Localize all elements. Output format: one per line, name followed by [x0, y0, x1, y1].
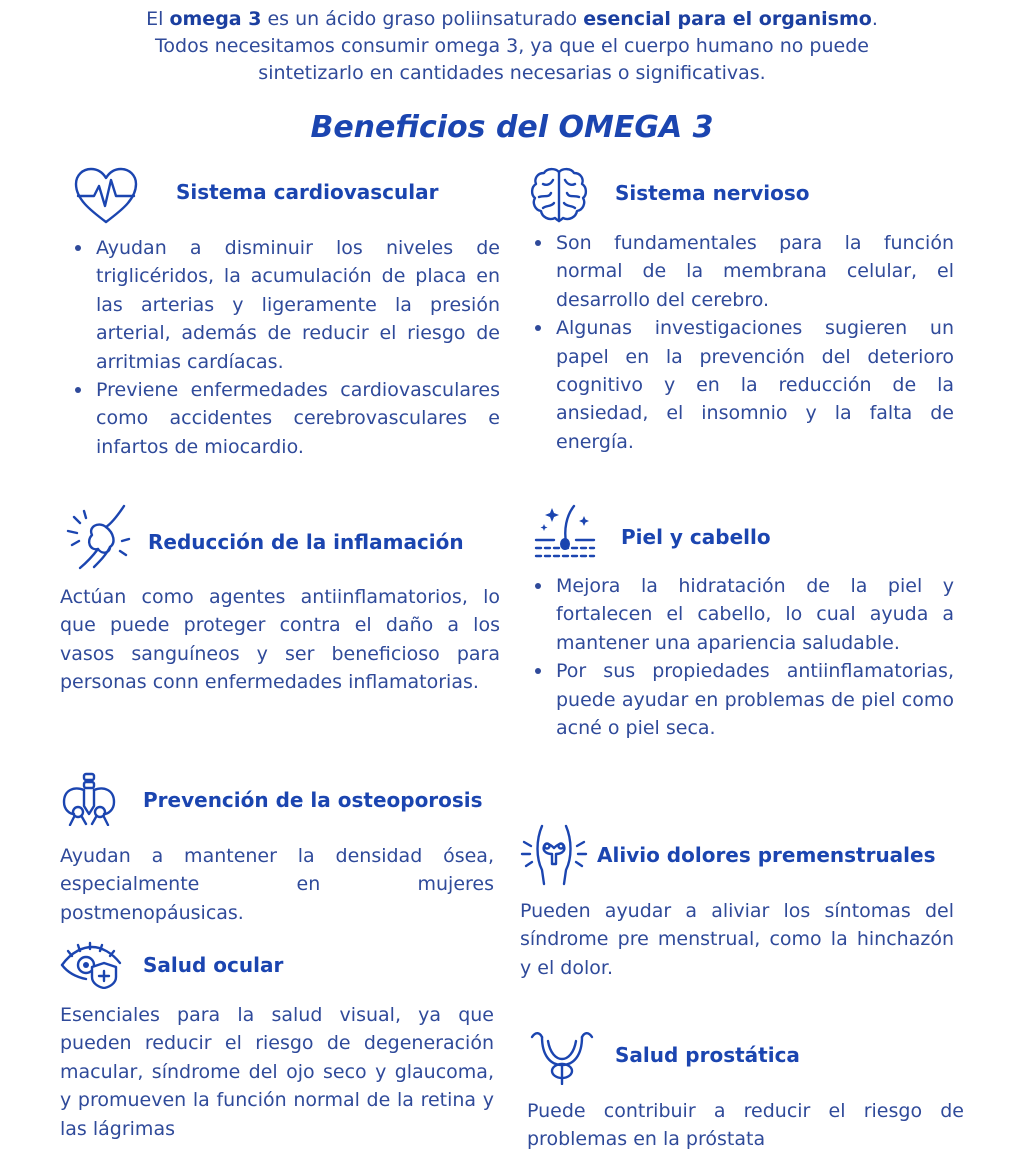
page-title: Beneficios del OMEGA 3	[310, 110, 714, 145]
inflamed-joint-icon	[64, 503, 132, 571]
eye-shield-icon	[60, 941, 122, 989]
heart-rate-icon	[72, 166, 140, 226]
list-item: Algunas investigaciones sugieren un papel en la prevención del deterioro cognitivo y en la reducción de la ansiedad, el insomnio y la falta de energía.	[520, 314, 954, 456]
piel-cabello-title: Piel y cabello	[621, 525, 771, 549]
uterus-pain-icon	[520, 824, 588, 886]
salud-ocular-text: Esenciales para la salud visual, ya que pueden reducir el riesgo de degeneración macular, síndrome del ojo seco y glaucoma, y promueven la función normal de la retina y las lágrimas	[60, 1004, 494, 1140]
list-item: Mejora la hidratación de la piel y fortalecen el cabello, lo cual ayuda a mantener una apariencia saludable.	[520, 572, 954, 657]
salud-ocular-title: Salud ocular	[143, 953, 284, 977]
osteoporosis-text: Ayudan a mantener la densidad ósea, especialmente en mujeres postmenopáusicas.	[60, 845, 494, 924]
nervioso-title: Sistema nervioso	[615, 181, 810, 205]
intro-pre: El	[146, 8, 170, 30]
inflamacion-title: Reducción de la inflamación	[148, 530, 464, 554]
nervioso-list	[520, 229, 954, 456]
brain-icon	[529, 166, 589, 224]
osteoporosis-title: Prevención de la osteoporosis	[143, 788, 483, 812]
intro-line-2: Todos necesitamos consumir omega 3, ya que el cuerpo humano no puede sintetizarlo en cantidades necesarias o significativas.	[155, 35, 869, 84]
salud-prostatica-title: Salud prostática	[615, 1043, 800, 1067]
intro-text	[60, 6, 964, 87]
inflamacion-text: Actúan como agentes antiinflamatorios, lo que puede proteger contra el daño a los vasos sanguíneos y ser beneficioso para personas conn enfermedades inflamatorias.	[60, 586, 500, 694]
premenstrual-title: Alivio dolores premenstruales	[597, 843, 936, 867]
intro-line-1	[60, 6, 964, 33]
salud-prostatica-text: Puede contribuir a reducir el riesgo de problemas en la próstata	[527, 1100, 964, 1151]
prostate-icon	[528, 1027, 596, 1085]
intro-end: .	[871, 8, 878, 30]
intro-essential: esencial para el organismo	[583, 8, 872, 30]
intro-mid: es un ácido graso poliinsaturado	[261, 8, 584, 30]
premenstrual-text: Pueden ayudar a aliviar los síntomas del síndrome pre menstrual, como la hinchazón y el dolor.	[520, 900, 954, 979]
pelvis-bone-icon	[60, 772, 118, 826]
hair-follicle-icon	[534, 502, 596, 560]
intro-omega: omega 3	[169, 8, 262, 30]
list-item: Previene enfermedades cardiovasculares como accidentes cerebrovasculares e infartos de miocardio.	[60, 376, 500, 461]
cardiovascular-title: Sistema cardiovascular	[176, 180, 439, 204]
list-item: Por sus propiedades antiinflamatorias, puede ayudar en problemas de piel como acné o piel seca.	[520, 657, 954, 742]
list-item: Son fundamentales para la función normal de la membrana celular, el desarrollo del cerebro.	[520, 229, 954, 314]
list-item: Ayudan a disminuir los niveles de triglicéridos, la acumulación de placa en las arterias y ligeramente la presión arterial, además de reducir el riesgo de arritmias cardíacas.	[60, 234, 500, 376]
cardiovascular-list	[60, 234, 500, 461]
piel-cabello-list	[520, 572, 954, 742]
